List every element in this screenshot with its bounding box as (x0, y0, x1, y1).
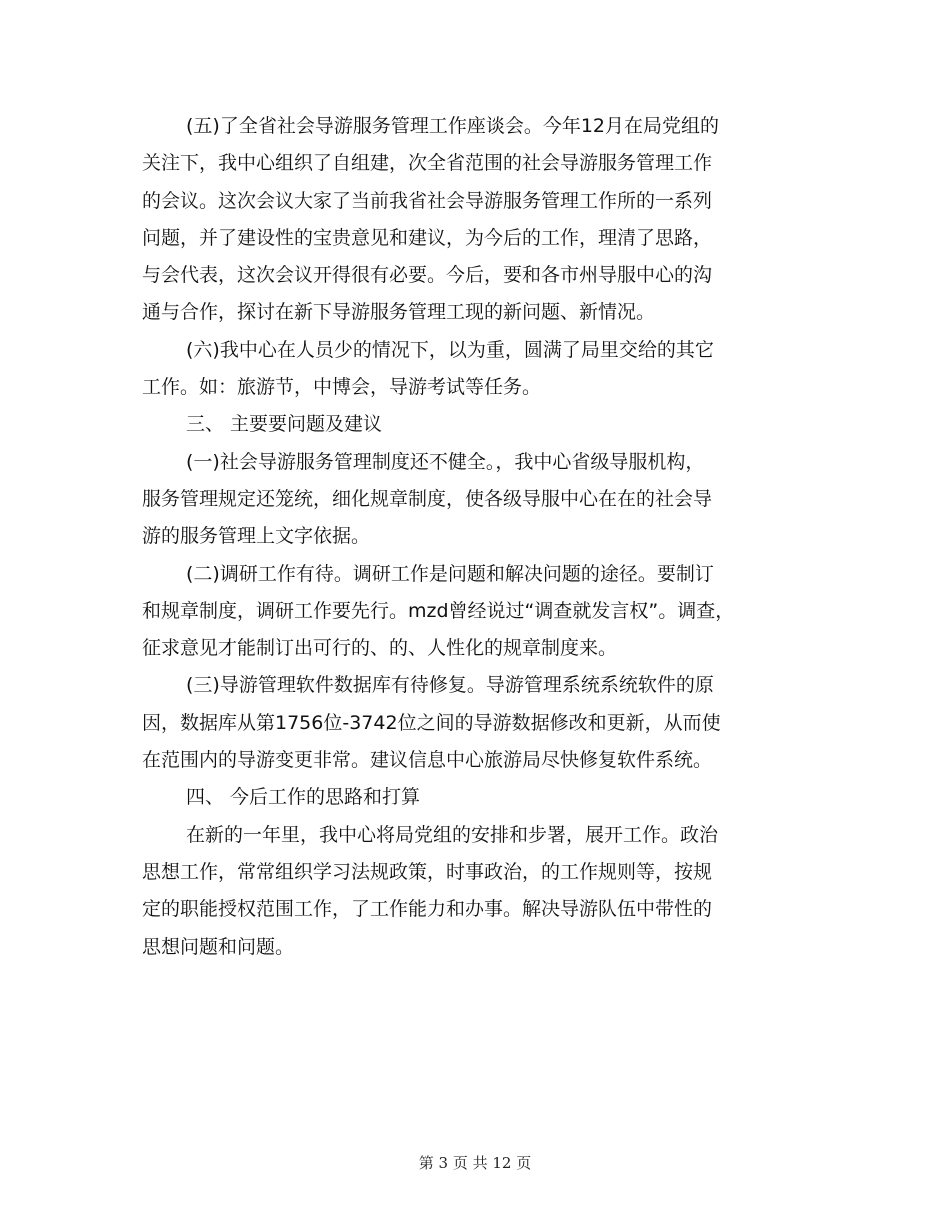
paragraph-s4-line-1: 在新的一年里，我中心将局党组的安排和步署，展开工作。政治 (186, 823, 719, 846)
paragraph-6-line-2: 工作。如：旅游节，中博会，导游考试等任务。 (142, 376, 542, 399)
section-heading-3: 三、 主要要问题及建议 (186, 413, 383, 436)
paragraph-s3-2-line-2: 和规章制度，调研工作要先行。mzd曾经说过“调查就发言权”。调查， (142, 599, 735, 622)
paragraph-s3-1-line-3: 游的服务管理上文字依据。 (142, 525, 371, 548)
page-number-footer: 第 3 页 共 12 页 (418, 1154, 532, 1172)
body-text (142, 108, 822, 966)
paragraph-s3-2-line-3: 征求意见才能制订出可行的、的、人性化的规章制度来。 (142, 637, 618, 660)
paragraph-s3-3-line-1: (三)导游管理软件数据库有待修复。导游管理系统系统软件的原 (186, 674, 714, 697)
paragraph-s4-line-4: 思想问题和问题。 (142, 935, 295, 958)
paragraph-s3-2-line-1: (二)调研工作有待。调研工作是问题和解决问题的途径。要制订 (186, 562, 714, 585)
paragraph-5-line-6: 通与合作，探讨在新下导游服务管理工现的新问题、新情况。 (142, 301, 656, 324)
section-heading-4: 四、 今后工作的思路和打算 (186, 786, 421, 809)
paragraph-s3-3-line-3: 在范围内的导游变更非常。建议信息中心旅游局尽快修复软件系统。 (142, 749, 713, 772)
paragraph-6-line-1: (六)我中心在人员少的情况下，以为重，圆满了局里交给的其它 (186, 338, 714, 361)
paragraph-5-line-5: 与会代表，这次会议开得很有必要。今后，要和各市州导服中心的沟 (142, 264, 713, 287)
paragraph-s3-3-line-2: 因，数据库从第1756位-3742位之间的导游数据修改和更新，从而使 (142, 711, 721, 734)
paragraph-s4-line-2: 思想工作，常常组织学习法规政策，时事政治，的工作规则等，按规 (142, 860, 713, 883)
paragraph-5-line-4: 问题，并了建设性的宝贵意见和建议，为今后的工作，理清了思路， (142, 226, 713, 249)
paragraph-s4-line-3: 定的职能授权范围工作，了工作能力和办事。解决导游队伍中带性的 (142, 898, 713, 921)
paragraph-s3-1-line-1: (一)社会导游服务管理制度还不健全。，我中心省级导服机构， (186, 450, 705, 473)
paragraph-s3-1-line-2: 服务管理规定还笼统，细化规章制度，使各级导服中心在在的社会导 (142, 487, 713, 510)
paragraph-5-line-3: 的会议。这次会议大家了当前我省社会导游服务管理工作所的一系列 (142, 189, 713, 212)
paragraph-5-line-2: 关注下，我中心组织了自组建，次全省范围的社会导游服务管理工作 (142, 152, 713, 175)
paragraph-5-line-1: (五)了全省社会导游服务管理工作座谈会。今年12月在局党组的 (186, 115, 720, 137)
